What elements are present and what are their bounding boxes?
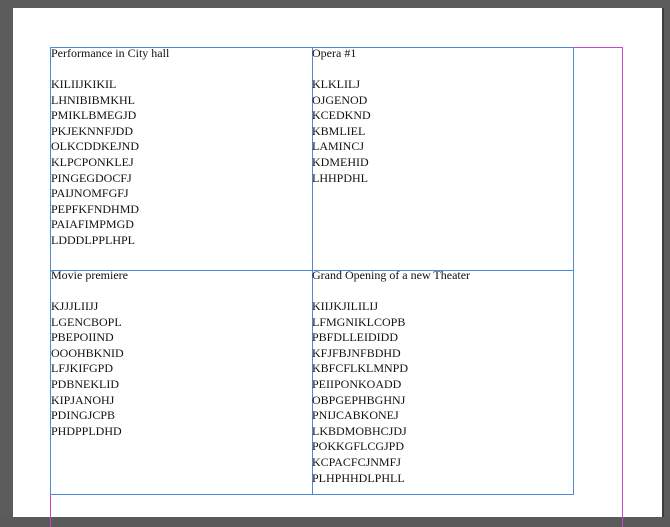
list-item: KILIIJKIKIL — [51, 77, 117, 91]
table-cell-opera[interactable] — [312, 46, 371, 186]
list-item: PNIJCABKONEJ — [312, 408, 399, 423]
document-page[interactable] — [13, 8, 662, 517]
pasteboard-top — [0, 0, 670, 8]
list-item: KBFCFLKLMNPD — [312, 361, 409, 376]
list-item: PDBNEKLID — [51, 376, 119, 391]
list-item: KCPACFCJNMFJ — [312, 454, 401, 469]
list-item: KIPJANOHJ — [51, 392, 115, 407]
list-item: PHDPPLDHD — [51, 423, 122, 438]
list-item: POKKGFLCGJPD — [312, 439, 405, 454]
list-item: KIIJKJILILIJ — [312, 299, 378, 313]
list-item: LKBDMOBHCJDJ — [312, 423, 407, 438]
cell-title: Opera #1 — [312, 46, 357, 60]
list-item: PMIKLBMEGJD — [51, 108, 137, 123]
cell-title: Grand Opening of a new Theater — [312, 268, 471, 282]
list-item: OJGENOD — [312, 92, 368, 107]
list-item: OLKCDDKEJND — [51, 139, 139, 154]
list-item: LHNIBIBMKHL — [51, 92, 135, 107]
list-item: PBEPOIIND — [51, 330, 114, 345]
table-cell-performance[interactable] — [51, 46, 169, 249]
list-item: PEIIPONKOADD — [312, 376, 402, 391]
table-cell-grand-opening[interactable] — [312, 268, 470, 486]
list-item: PBFDLLEIDIDD — [312, 330, 398, 345]
list-item: LFMGNIKLCOPB — [312, 314, 406, 329]
list-item: LFJKIFGPD — [51, 361, 114, 376]
list-item: LDDDLPPLHPL — [51, 232, 136, 247]
list-item: LHHPDHL — [312, 170, 368, 185]
table-text-frame[interactable] — [50, 47, 574, 495]
list-item: LAMINCJ — [312, 139, 365, 154]
list-item: KCEDKND — [312, 108, 371, 123]
list-item: KLKLILJ — [312, 77, 360, 91]
page-shadow — [662, 8, 664, 517]
cell-title: Movie premiere — [51, 268, 128, 282]
list-item: OBPGEPHBGHNJ — [312, 392, 406, 407]
list-item: PKJEKNNFJDD — [51, 123, 134, 138]
table-cell-movie[interactable] — [51, 268, 128, 439]
list-item: KLPCPONKLEJ — [51, 154, 134, 169]
list-item: PINGEGDOCFJ — [51, 170, 132, 185]
list-item: KFJFBJNFBDHD — [312, 345, 401, 360]
list-item: KJJJLIIJJ — [51, 299, 99, 313]
list-item: PLHPHHDLPHLL — [312, 470, 405, 485]
list-item: PAIJNOMFGFJ — [51, 186, 129, 201]
list-item: LGENCBOPL — [51, 314, 122, 329]
list-item: PEPFKFNDHMD — [51, 201, 140, 216]
cell-title: Performance in City hall — [51, 46, 170, 60]
list-item: PDINGJCPB — [51, 408, 116, 423]
list-item: KBMLIEL — [312, 123, 366, 138]
pasteboard-left — [0, 0, 13, 517]
list-item: KDMEHID — [312, 154, 369, 169]
list-item: OOOHBKNID — [51, 345, 124, 360]
list-item: PAIAFIMPMGD — [51, 217, 134, 232]
